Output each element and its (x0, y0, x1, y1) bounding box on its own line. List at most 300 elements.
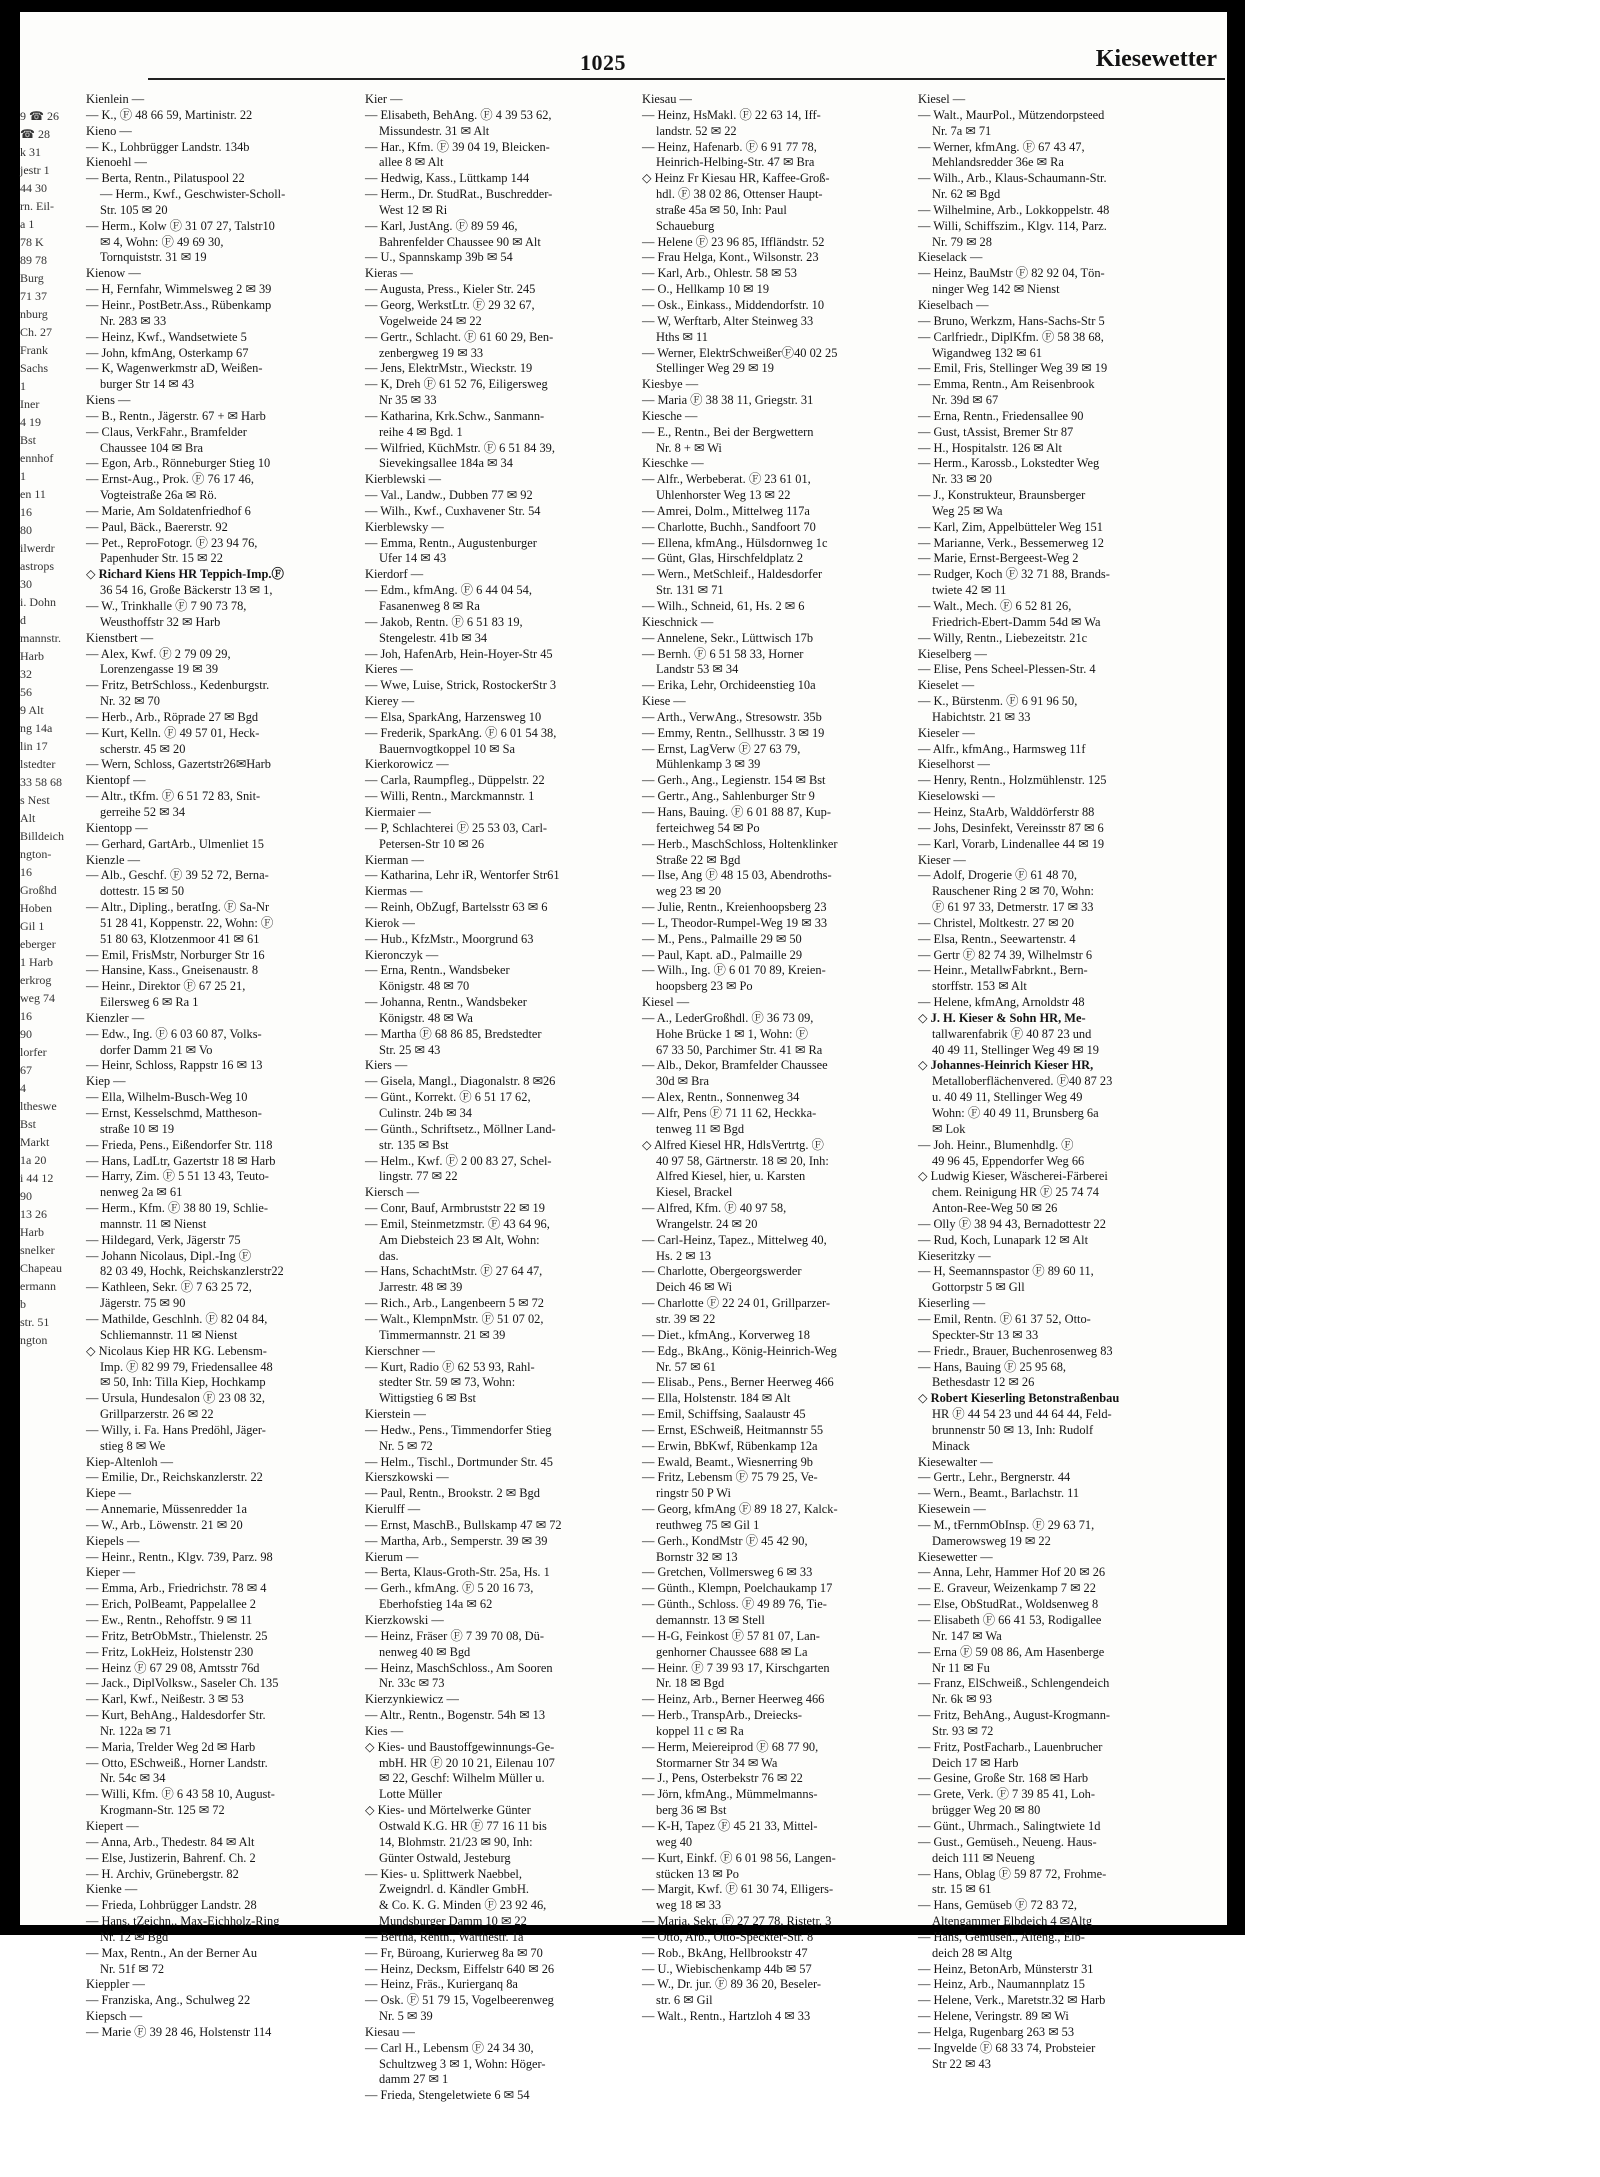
directory-entry: — Johs, Desinfekt, Vereinsstr 87 ✉ 6 (918, 820, 1104, 835)
entry-continuation: Tornquiststr. 31 ✉ 19 (100, 250, 207, 265)
directory-entry: — Hans, LadLtr, Gazertstr 18 ✉ Harb (86, 1153, 276, 1168)
directory-entry: — Maria Ⓕ 38 38 11, Griegstr. 31 (642, 393, 814, 408)
directory-entry: — Margit, Kwf. Ⓕ 61 30 74, Elligers- (642, 1882, 834, 1897)
entry-continuation: Landstr 53 ✉ 34 (656, 662, 739, 677)
directory-entry: — Kurt, Einkf. Ⓕ 6 01 98 56, Langen- (642, 1850, 836, 1865)
directory-entry: — Günt., Uhrmach., Salingtwiete 1d (918, 1818, 1101, 1833)
prev-page-fragment: 90 (20, 1189, 32, 1203)
directory-entry: — H-G, Feinkost Ⓕ 57 81 07, Lan- (642, 1628, 820, 1643)
directory-entry: — Willi, Schiffszim., Klgv. 114, Parz. (918, 218, 1107, 233)
prev-page-fragment: weg 74 (20, 991, 55, 1005)
surname-heading: Kiesau — (365, 2024, 415, 2039)
directory-entry: — Heinr., MetallwFabrknt., Bern- (918, 963, 1088, 978)
entry-continuation: Schaueburg (656, 218, 715, 233)
entry-continuation: Nr. 6k ✉ 93 (932, 1692, 992, 1707)
directory-entry: — Anna, Lehr, Hammer Hof 20 ✉ 26 (918, 1565, 1106, 1580)
entry-continuation: Eilersweg 6 ✉ Ra 1 (100, 995, 199, 1010)
directory-entry: — Emil, Fris, Stellinger Weg 39 ✉ 19 (918, 361, 1108, 376)
directory-entry: — Hildegard, Verk, Jägerstr 75 (86, 1232, 241, 1247)
directory-entry: — Harry, Zim. Ⓕ 5 51 13 43, Teuto- (86, 1169, 269, 1184)
prev-page-fragment: Frank (20, 343, 48, 357)
entry-continuation: Stellinger Weg 29 ✉ 19 (656, 361, 774, 376)
directory-entry: — Heinz, Kwf., Wandsetwiete 5 (86, 329, 247, 344)
surname-heading: Kieselet — (918, 678, 975, 693)
directory-entry: — K., Lohbrügger Landstr. 134b (86, 139, 250, 154)
directory-entry: — W., Trinkhalle Ⓕ 7 90 73 78, (86, 599, 247, 613)
directory-entry: — Werner, ElektrSchweißerⒻ40 02 25 (642, 345, 838, 360)
prev-page-fragment: 1 (20, 379, 26, 393)
directory-entry: — P, Schlachterei Ⓕ 25 53 03, Carl- (365, 820, 548, 835)
directory-entry: — Heinz, Hafenarb. Ⓕ 6 91 77 78, (642, 139, 817, 154)
entry-continuation: genhorner Chaussee 688 ✉ La (656, 1644, 808, 1659)
directory-entry: — Marie, Am Soldatenfriedhof 6 (86, 503, 251, 518)
entry-continuation: Culinstr. 24b ✉ 34 (379, 1106, 472, 1120)
entry-continuation: Wrangelstr. 24 ✉ 20 (656, 1216, 758, 1231)
entry-continuation: Sievekingsallee 184a ✉ 34 (379, 456, 513, 471)
directory-entry: — Walt., KlempnMstr. Ⓕ 51 07 02, (365, 1311, 544, 1326)
prev-page-fragment: astrops (20, 559, 54, 573)
directory-entry: — Herm., Kfm. Ⓕ 38 80 19, Schlie- (86, 1201, 269, 1216)
directory-entry: — Werner, kfmAng. Ⓕ 67 43 47, (918, 139, 1085, 154)
directory-entry: — Hans, Gemüseb Ⓕ 72 83 72, (918, 1898, 1077, 1913)
surname-heading: Kientopp — (86, 820, 148, 835)
directory-entry: — E. Graveur, Weizenkamp 7 ✉ 22 (918, 1581, 1096, 1596)
directory-entry: — Karl, Vorarb, Lindenallee 44 ✉ 19 (918, 836, 1105, 851)
directory-entry: — Willy, Rentn., Liebezeitstr. 21c (918, 630, 1088, 645)
directory-entry: — M., tFernmObInsp. Ⓕ 29 63 71, (918, 1517, 1095, 1532)
entry-continuation: Alfred Kiesel, hier, u. Karsten (656, 1169, 806, 1184)
entry-continuation: Str. 93 ✉ 72 (932, 1723, 994, 1738)
directory-entry: — Otto, ESchweiß., Horner Landstr. (86, 1755, 268, 1770)
entry-continuation: Krogmann-Str. 125 ✉ 72 (100, 1803, 225, 1818)
directory-entry: — Wilhelmine, Arb., Lokkoppelstr. 48 (918, 202, 1110, 217)
directory-entry: — W., Arb., Löwenstr. 21 ✉ 20 (86, 1517, 243, 1532)
directory-entry: — J., Konstrukteur, Braunsberger (918, 488, 1086, 503)
directory-entry: — Karl, Kwf., Neißestr. 3 ✉ 53 (86, 1692, 244, 1707)
entry-continuation: Jägerstr. 75 ✉ 90 (100, 1296, 186, 1311)
directory-entry: — M., Pens., Palmaille 29 ✉ 50 (642, 931, 802, 946)
surname-heading: Kiers — (365, 1058, 408, 1073)
directory-entry: — Wwe, Luise, Strick, RostockerStr 3 (365, 678, 557, 693)
directory-entry: — Herb., MaschSchloss, Holtenklinker (642, 836, 838, 851)
entry-continuation: 51 28 41, Koppenstr. 22, Wohn: Ⓕ (100, 915, 274, 930)
entry-continuation: Nr. 18 ✉ Bgd (656, 1676, 725, 1691)
prev-page-fragment: 1a 20 (20, 1153, 47, 1167)
surname-heading: Kiesel — (642, 995, 690, 1010)
entry-continuation: mannstr. 11 ✉ Nienst (100, 1216, 207, 1231)
prev-page-fragment: 67 (20, 1063, 32, 1077)
entry-continuation: Altengammer Elbdeich 4 ✉Altg (932, 1914, 1093, 1929)
directory-entry: — Johann Nicolaus, Dipl.-Ing Ⓕ (86, 1248, 252, 1263)
directory-entry: — Christel, Moltkestr. 27 ✉ 20 (918, 915, 1074, 930)
directory-entry: — Helene Ⓕ 23 96 85, Iffländstr. 52 (642, 234, 825, 249)
entry-continuation: Chaussee 104 ✉ Bra (100, 440, 203, 455)
prev-page-fragment: a 1 (20, 217, 35, 231)
entry-continuation: Petersen-Str 10 ✉ 26 (379, 836, 485, 851)
entry-continuation: Uhlenhorster Weg 13 ✉ 22 (656, 488, 791, 503)
directory-entry: — Ella, Wilhelm-Busch-Weg 10 (86, 1090, 248, 1105)
entry-continuation: str. 39 ✉ 22 (656, 1311, 716, 1326)
directory-entry: — K., Bürstenm. Ⓕ 6 91 96 50, (918, 694, 1078, 709)
directory-entry: — K, Dreh Ⓕ 61 52 76, Eiligersweg (365, 377, 548, 392)
directory-entry: — Egon, Arb., Rönneburger Stieg 10 (86, 456, 271, 471)
directory-entry: — Emma, Rentn., Augustenburger (365, 535, 537, 550)
directory-page (20, 12, 1227, 2103)
prev-page-fragment: 4 (20, 1081, 26, 1095)
entry-continuation: Günter Ostwald, Jesteburg (379, 1850, 511, 1865)
directory-entry: — Wern., Beamt., Barlachstr. 11 (918, 1486, 1080, 1501)
directory-entry: — Gisela, Mangl., Diagonalstr. 8 ✉26 (365, 1074, 556, 1089)
prev-page-fragment: Bst (20, 433, 37, 447)
directory-entry: — Hans, Gemüseh., Alteng., Elb- (918, 1929, 1085, 1944)
prev-page-fragment: Harb (20, 1225, 44, 1239)
directory-entry: — Altr., tKfm. Ⓕ 6 51 72 83, Snit- (86, 789, 261, 804)
entry-continuation: Deich 46 ✉ Wi (656, 1280, 733, 1295)
previous-page-edge (20, 107, 84, 1907)
directory-entry: — H, Seemannspastor Ⓕ 89 60 11, (918, 1264, 1094, 1279)
directory-entry: — Charlotte, Obergeorgswerder (642, 1264, 802, 1279)
directory-entry: — Rich., Arb., Langenbeern 5 ✉ 72 (365, 1296, 544, 1311)
directory-entry: — John, kfmAng, Osterkamp 67 (86, 345, 249, 360)
directory-entry: — Kurt, BehAng., Haldesdorfer Str. (86, 1708, 266, 1723)
entry-continuation: Nr 35 ✉ 33 (379, 393, 437, 408)
surname-heading: Kieselhorst — (918, 757, 990, 772)
surname-heading: Kies — (365, 1723, 404, 1738)
directory-entry: — Herm., Dr. StudRat., Buschredder- (365, 187, 553, 202)
prev-page-fragment: 33 58 68 (20, 775, 62, 789)
entry-continuation: weg 23 ✉ 20 (656, 884, 722, 899)
prev-page-fragment: Billdeich (20, 829, 64, 843)
directory-entry: — Else, Justizerin, Bahrenf. Ch. 2 (86, 1850, 256, 1865)
directory-entry: — Ernst, Kesselschmd, Mattheson- (86, 1106, 262, 1120)
directory-entry: — Gust., Gemüseh., Neueng. Haus- (918, 1834, 1097, 1849)
entry-continuation: Ufer 14 ✉ 43 (379, 551, 447, 566)
directory-entry: — Diet., kfmAng., Korverweg 18 (642, 1327, 810, 1342)
entry-continuation: Mehlandsredder 36e ✉ Ra (932, 155, 1064, 170)
entry-continuation: 67 33 50, Parchimer Str. 41 ✉ Ra (656, 1042, 823, 1057)
surname-heading: Kierblewsky — (365, 519, 444, 534)
directory-entry: — Annemarie, Müssenredder 1a (86, 1502, 248, 1517)
entry-continuation: Nr. 32 ✉ 70 (100, 694, 160, 709)
entry-continuation: Stengelestr. 41b ✉ 34 (379, 630, 488, 645)
entry-continuation: Hohe Brücke 1 ✉ 1, Wohn: Ⓕ (656, 1026, 808, 1041)
surname-heading: Kienlein — (86, 92, 145, 106)
entry-continuation: Nr. 8 + ✉ Wi (656, 440, 722, 455)
entry-continuation: twiete 42 ✉ 11 (932, 583, 1007, 598)
directory-entry: — Mathilde, Geschlnh. Ⓕ 82 04 84, (86, 1311, 268, 1326)
directory-entry: — Erna, Rentn., Friedensallee 90 (918, 408, 1084, 423)
directory-entry: — Erna Ⓕ 59 08 86, Am Hasenberge (918, 1644, 1105, 1659)
directory-entry: — Günt, Glas, Hirschfeldplatz 2 (642, 551, 804, 566)
entry-continuation: Eberhofstieg 14a ✉ 62 (379, 1597, 493, 1612)
entry-continuation: hdl. Ⓕ 38 02 86, Ottenser Haupt- (656, 187, 823, 202)
entry-continuation: Hths ✉ 11 (656, 329, 708, 344)
surname-heading: Kiesewetter — (918, 1549, 993, 1564)
directory-entry: — K-H, Tapez Ⓕ 45 21 33, Mittel- (642, 1818, 818, 1833)
directory-entry: — Willi, Rentn., Marckmannstr. 1 (365, 789, 535, 804)
prev-page-fragment: Markt (20, 1135, 50, 1149)
prev-page-fragment: Alt (20, 811, 36, 825)
entry-continuation: Wohn: Ⓕ 40 49 11, Brunsberg 6a (932, 1106, 1099, 1120)
entry-continuation: Timmermannstr. 21 ✉ 39 (379, 1327, 506, 1342)
surname-heading: Kiepe — (86, 1486, 132, 1501)
prev-page-fragment: 71 37 (20, 289, 47, 303)
directory-entry: — Alex, Rentn., Sonnenweg 34 (642, 1090, 800, 1105)
prev-page-fragment: i 44 12 (20, 1171, 54, 1185)
entry-continuation: Hs. 2 ✉ 13 (656, 1248, 712, 1263)
prev-page-fragment: eberger (20, 937, 56, 951)
entry-continuation: Nr. 283 ✉ 33 (100, 313, 167, 328)
directory-entry: — O., Hellkamp 10 ✉ 19 (642, 282, 770, 297)
prev-page-fragment: snelker (20, 1243, 55, 1257)
directory-entry: — Ilse, Ang Ⓕ 48 15 03, Abendroths- (642, 868, 832, 883)
entry-continuation: storffstr. 153 ✉ Alt (932, 979, 1027, 994)
surname-heading: Kieseritzky — (918, 1248, 991, 1263)
prev-page-fragment: 16 (20, 505, 32, 519)
prev-page-fragment: 30 (20, 577, 32, 591)
directory-entry: — Gerhard, GartArb., Ulmenliet 15 (86, 836, 264, 851)
directory-entry: — Otto, Arb., Otto-Speckter-Str. 8 (642, 1929, 814, 1944)
entry-continuation: Str. 131 ✉ 71 (656, 583, 724, 598)
surname-heading: Kiersch — (365, 1185, 420, 1200)
directory-entry: — U., Spannskamp 39b ✉ 54 (365, 250, 513, 265)
entry-continuation: ✉ 22, Geschf: Wilhelm Müller u. (379, 1771, 545, 1786)
directory-entry: — Wilh., Arb., Klaus-Schaumann-Str. (918, 171, 1107, 186)
directory-entry: — Edm., kfmAng. Ⓕ 6 44 04 54, (365, 583, 532, 598)
directory-entry: — Herm., Karossb., Lokstedter Weg (918, 456, 1100, 471)
directory-entry: — Fritz, Lebensm Ⓕ 75 79 25, Ve- (642, 1470, 818, 1485)
directory-entry: ◇ Kies- und Baustoffgewinnungs-Ge- (365, 1739, 555, 1754)
directory-entry: — Val., Landw., Dubben 77 ✉ 92 (365, 488, 533, 503)
entry-continuation: Zweigndrl. d. Kändler GmbH. (379, 1882, 530, 1897)
entry-continuation: Schliemannstr. 11 ✉ Nienst (100, 1327, 238, 1342)
surname-heading: Kieser — (918, 852, 966, 867)
directory-entry: — Osk. Ⓕ 51 79 15, Vogelbeerenweg (365, 1993, 554, 2008)
entry-continuation: dottestr. 15 ✉ 50 (100, 884, 185, 899)
surname-heading: Kierzkowski — (365, 1613, 444, 1627)
entry-continuation: Str. 105 ✉ 20 (100, 202, 168, 217)
directory-entry: — Helga, Rugenbarg 263 ✉ 53 (918, 2024, 1075, 2039)
surname-heading: Kierum — (365, 1549, 419, 1564)
directory-entry: — Emma, Rentn., Am Reisenbrook (918, 377, 1095, 392)
directory-entry: — Gertr., Lehr., Bergnerstr. 44 (918, 1470, 1071, 1485)
directory-entry: — Wilh., Schneid, 61, Hs. 2 ✉ 6 (642, 599, 805, 613)
directory-entry: — K, Wagenwerkmstr aD, Weißen- (86, 361, 263, 376)
surname-heading: Kieper — (86, 1565, 136, 1580)
entry-continuation: ninger Weg 142 ✉ Nienst (932, 282, 1060, 297)
prev-page-fragment: ngton (20, 1333, 48, 1347)
entry-continuation: stedter Str. 59 ✉ 73, Wohn: (379, 1375, 516, 1390)
directory-entry: — Ew., Rentn., Rehoffstr. 9 ✉ 11 (86, 1613, 253, 1627)
directory-entry: — Heinz, Decksm, Eiffelstr 640 ✉ 26 (365, 1961, 555, 1976)
entry-continuation: ✉ 50, Inh: Tilla Kiep, Hochkamp (100, 1375, 266, 1390)
directory-entry: — Helene, Verk., Maretstr.32 ✉ Harb (918, 1993, 1106, 2008)
entry-continuation: allee 8 ✉ Alt (379, 155, 444, 170)
prev-page-fragment: 80 (20, 523, 32, 537)
entry-continuation: damm 27 ✉ 1 (379, 2072, 449, 2087)
entry-continuation: 51 80 63, Klotzenmoor 41 ✉ 61 (100, 931, 260, 946)
entry-continuation: zenbergweg 19 ✉ 33 (379, 345, 484, 360)
surname-heading: Kierszkowski — (365, 1470, 449, 1485)
directory-entry: — Gertr., Ang., Sahlenburger Str 9 (642, 789, 815, 804)
directory-entry: — Karl, Arb., Ohlestr. 58 ✉ 53 (642, 266, 797, 281)
directory-entry: — Gust, tAssist, Bremer Str 87 (918, 424, 1074, 439)
directory-entry: — Wern, Schloss, Gazertstr26✉Harb (86, 757, 271, 772)
surname-heading: Kieronczyk — (365, 947, 439, 962)
entry-continuation: weg 18 ✉ 33 (656, 1898, 722, 1913)
prev-page-fragment: 89 78 (20, 253, 47, 267)
directory-entry: — Hans, tZeichn., Max-Eichholz-Ring (86, 1914, 280, 1929)
entry-continuation: str. 135 ✉ Bst (379, 1137, 449, 1152)
directory-entry: — Berta, Klaus-Groth-Str. 25a, Hs. 1 (365, 1565, 550, 1580)
prev-page-fragment: lin 17 (20, 739, 48, 753)
entry-continuation: 49 96 45, Eppendorfer Weg 66 (932, 1153, 1085, 1168)
prev-page-fragment: lstedter (20, 757, 56, 771)
directory-entry: — Heinz, Fräser Ⓕ 7 39 70 08, Dü- (365, 1628, 544, 1643)
surname-heading: Kiepert — (86, 1818, 139, 1833)
directory-entry: — Hansine, Kass., Gneisenaustr. 8 (86, 963, 259, 978)
column-1 (86, 92, 358, 2041)
directory-entry: ◇ Richard Kiens HR Teppich-Imp.Ⓕ (86, 567, 284, 582)
surname-heading: Kiesau — (642, 92, 692, 106)
directory-entry: — Heinz, Arb., Naumannplatz 15 (918, 1977, 1085, 1992)
surname-heading: Kierblewski — (365, 472, 442, 487)
directory-entry: — Walt., Rentn., Hartzloh 4 ✉ 33 (642, 2009, 811, 2024)
directory-entry: — Jakob, Rentn. Ⓕ 6 51 83 19, (365, 614, 523, 629)
entry-continuation: das. (379, 1248, 399, 1263)
entry-continuation: 40 49 11, Stellinger Weg 49 ✉ 19 (932, 1042, 1100, 1057)
directory-entry: — Jack., DiplVolksw., Saseler Ch. 135 (86, 1676, 279, 1691)
entry-continuation: Nr 11 ✉ Fu (932, 1660, 990, 1675)
directory-entry: ◇ Johannes-Heinrich Kieser HR, (918, 1058, 1094, 1073)
entry-continuation: Nr. 33 ✉ 20 (932, 472, 992, 487)
directory-entry: — Ernst, MaschB., Bullskamp 47 ✉ 72 (365, 1517, 562, 1532)
prev-page-fragment: 44 30 (20, 181, 47, 195)
directory-entry: — K., Ⓕ 48 66 59, Martinistr. 22 (86, 107, 253, 122)
directory-entry: — Joh. Heinr., Blumenhdlg. Ⓕ (918, 1137, 1074, 1152)
surname-heading: Kiepsch — (86, 2009, 143, 2024)
surname-heading: Kieseler — (918, 725, 975, 740)
directory-entry: — W, Werftarb, Alter Steinweg 33 (642, 313, 814, 328)
entry-continuation: nenweg 2a ✉ 61 (100, 1185, 183, 1200)
column-4 (918, 92, 1224, 2072)
surname-heading: Kiermaier — (365, 804, 431, 819)
directory-entry: — Rudger, Koch Ⓕ 32 71 88, Brands- (918, 567, 1110, 582)
entry-continuation: chem. Reinigung HR Ⓕ 25 74 74 (932, 1185, 1099, 1200)
directory-entry: — Frieda, Stengeletwiete 6 ✉ 54 (365, 2088, 530, 2103)
entry-continuation: Heinrich-Helbing-Str. 47 ✉ Bra (656, 155, 815, 170)
entry-continuation: hoopsberg 23 ✉ Po (656, 979, 753, 994)
entry-continuation: ringstr 50 P Wi (656, 1486, 731, 1501)
prev-page-fragment: ermann (20, 1279, 56, 1293)
entry-continuation: u. 40 49 11, Stellinger Weg 49 (932, 1090, 1083, 1105)
entry-continuation: deich 111 ✉ Neueng (932, 1850, 1035, 1865)
directory-entry: — Emma, Arb., Friedrichstr. 78 ✉ 4 (86, 1581, 267, 1596)
entry-continuation: reuthweg 75 ✉ Gil 1 (656, 1517, 760, 1532)
surname-heading: Kier — (365, 92, 403, 106)
directory-entry: — Franz, ElSchweiß., Schlengendeich (918, 1676, 1110, 1691)
directory-entry: — Emilie, Dr., Reichskanzlerstr. 22 (86, 1470, 263, 1485)
directory-entry: — Conr, Bauf, Armbruststr 22 ✉ 19 (365, 1201, 545, 1216)
entry-continuation: tenweg 11 ✉ Bgd (656, 1121, 745, 1136)
directory-entry: — Har., Kfm. Ⓕ 39 04 19, Bleicken- (365, 139, 550, 154)
directory-entry: — Hub., KfzMstr., Moorgrund 63 (365, 931, 534, 946)
directory-entry: — Elisab., Pens., Berner Heerweg 466 (642, 1375, 834, 1390)
directory-entry: — Wilh., Kwf., Cuxhavener Str. 54 (365, 503, 541, 518)
directory-entry: — Helene, Veringstr. 89 ✉ Wi (918, 2009, 1069, 2024)
directory-entry: — Ursula, Hundesalon Ⓕ 23 08 32, (86, 1391, 265, 1406)
directory-entry: — Emil, Steinmetzmstr. Ⓕ 43 64 96, (365, 1216, 550, 1231)
entry-continuation: Missundestr. 31 ✉ Alt (379, 123, 490, 138)
surname-heading: Kiesewein — (918, 1502, 986, 1517)
prev-page-fragment: Harb (20, 649, 44, 663)
directory-entry: — Herb., TranspArb., Dreiecks- (642, 1708, 803, 1723)
entry-continuation: Nr. 5 ✉ 39 (379, 2009, 433, 2024)
entry-continuation: Papenhuder Str. 15 ✉ 22 (100, 551, 223, 566)
directory-entry: — Fritz, PostFacharb., Lauenbrucher (918, 1739, 1103, 1754)
directory-entry: — Grete, Verk. Ⓕ 7 39 85 41, Loh- (918, 1787, 1095, 1802)
entry-continuation: Imp. Ⓕ 82 99 79, Friedensallee 48 (100, 1359, 273, 1374)
entry-continuation: nenweg 40 ✉ Bgd (379, 1644, 471, 1659)
directory-entry: — Willi, Kfm. Ⓕ 6 43 58 10, August- (86, 1787, 275, 1802)
surname-heading: Kieselowski — (918, 789, 995, 804)
prev-page-fragment: 90 (20, 1027, 32, 1041)
directory-entry: — Walt., Mech. Ⓕ 6 52 81 26, (918, 599, 1072, 613)
surname-heading: Kienstbert — (86, 630, 154, 645)
directory-entry: ◇ Alfred Kiesel HR, HdlsVertrtg. Ⓕ (642, 1137, 824, 1152)
directory-entry: — Herm., Kolw Ⓕ 31 07 27, Talstr10 (86, 218, 275, 233)
directory-entry: — Alb., Dekor, Bramfelder Chaussee (642, 1058, 828, 1073)
entry-continuation: Lotte Müller (379, 1787, 442, 1802)
entry-continuation: str. 15 ✉ 61 (932, 1882, 992, 1897)
directory-entry: — Marie Ⓕ 39 28 46, Holstenstr 114 (86, 2024, 272, 2039)
directory-entry: — Martha, Arb., Semperstr. 39 ✉ 39 (365, 1533, 548, 1548)
prev-page-fragment: 9 ☎ 26 (20, 109, 59, 123)
directory-entry: ◇ Nicolaus Kiep HR KG. Lebensm- (86, 1343, 267, 1358)
prev-page-fragment: Großhd (20, 883, 57, 897)
directory-entry: — Emil, Rentn. Ⓕ 61 37 52, Otto- (918, 1311, 1091, 1326)
surname-heading: Kieselbach — (918, 297, 989, 312)
entry-continuation: Nr. 57 ✉ 61 (656, 1359, 716, 1374)
directory-entry: — Ingvelde Ⓕ 68 33 74, Probsteier (918, 2040, 1096, 2055)
entry-continuation: ✉ 4, Wohn: Ⓕ 49 69 30, (100, 234, 224, 249)
directory-entry: — Gerh., kfmAng. Ⓕ 5 20 16 73, (365, 1581, 534, 1596)
directory-entry: — Berta, Rentn., Pilatuspool 22 (86, 171, 245, 186)
directory-entry: — Henry, Rentn., Holzmühlenstr. 125 (918, 773, 1107, 788)
directory-entry: — Emmy, Rentn., Sellhusstr. 3 ✉ 19 (642, 725, 825, 740)
entry-continuation: Nr. 51f ✉ 72 (100, 1961, 165, 1976)
directory-entry: — Heinz, BetonArb, Münsterstr 31 (918, 1961, 1094, 1976)
directory-entry: — Heinz Ⓕ 67 29 08, Amtsstr 76d (86, 1660, 260, 1675)
entry-continuation: Jarrestr. 48 ✉ 39 (379, 1280, 463, 1295)
directory-entry: — Walt., MaurPol., Mützendorpsteed (918, 107, 1105, 122)
directory-entry: — Erich, PolBeamt, Pappelallee 2 (86, 1597, 256, 1612)
directory-entry: — Friedr., Brauer, Buchenrosenweg 83 (918, 1343, 1113, 1358)
surname-heading: Kiesche — (642, 408, 698, 423)
directory-entry: — Günth., Klempn, Poelchaukamp 17 (642, 1581, 833, 1596)
directory-entry: — Heinz, MaschSchloss., Am Sooren (365, 1660, 553, 1675)
directory-entry: — Fritz, LokHeiz, Holstenstr 230 (86, 1644, 254, 1659)
entry-continuation: Vogteistraße 26a ✉ Rö. (100, 488, 217, 503)
prev-page-fragment: ngton- (20, 847, 52, 861)
entry-continuation: Vogelweide 24 ✉ 22 (379, 313, 482, 328)
entry-continuation: ✉ Lok (932, 1121, 966, 1136)
directory-entry: — J., Pens, Osterbekstr 76 ✉ 22 (642, 1771, 803, 1786)
directory-entry: — Fritz, BehAng., August-Krogmann- (918, 1708, 1111, 1723)
entry-continuation: Am Diebsteich 23 ✉ Alt, Wohn: (379, 1232, 540, 1247)
directory-entry: — Carl H., Lebensm Ⓕ 24 34 30, (365, 2040, 534, 2055)
directory-entry: — Erika, Lehr, Orchideenstieg 10a (642, 678, 816, 693)
